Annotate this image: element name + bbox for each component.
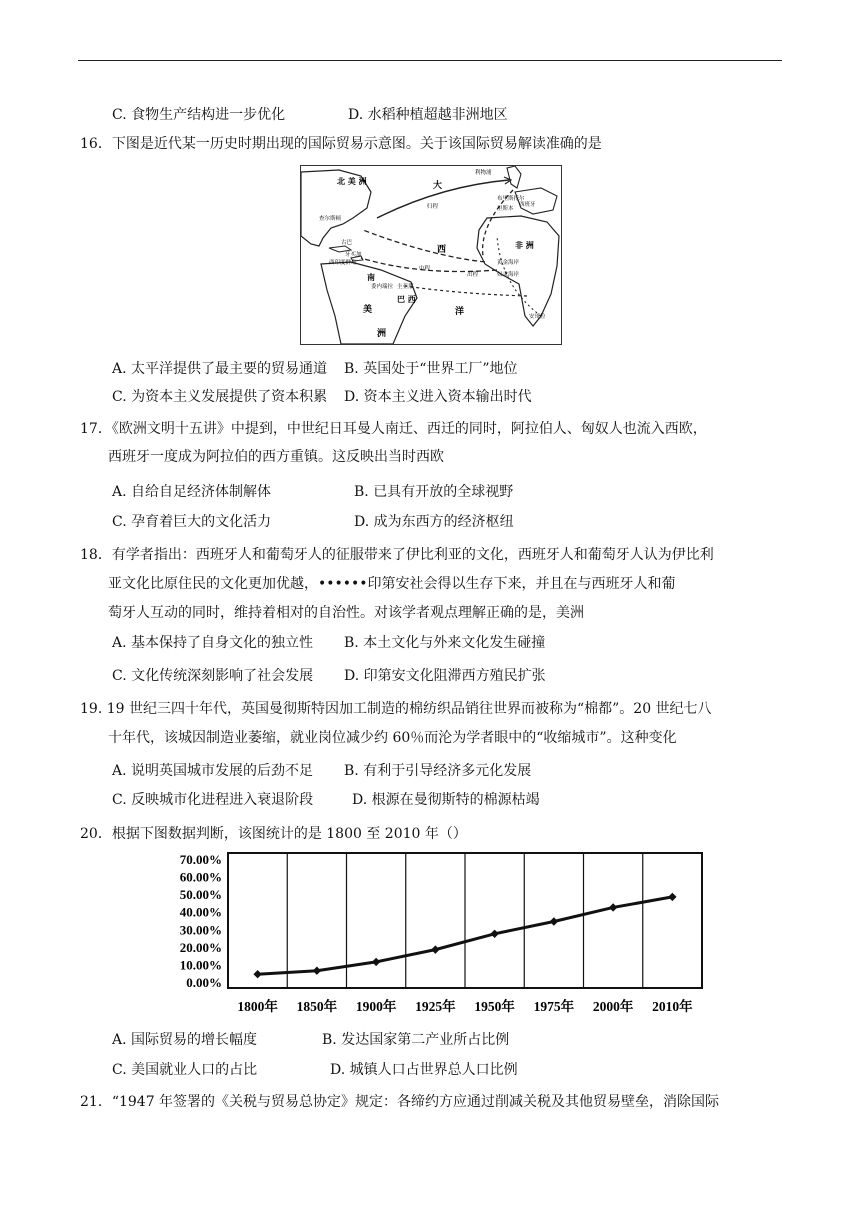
q16-option-b[interactable]: B. 英国处于“世界工厂”地位 [344, 361, 518, 377]
q18-option-c[interactable]: C. 文化传统深刻影响了社会发展 [112, 668, 314, 684]
y-tick-label: 10.00% [179, 957, 222, 973]
header-rule [78, 60, 782, 61]
q20-stem: 20．根据下图数据判断，该图统计的是 1800 至 2010 年（） [80, 826, 467, 842]
map-label-cuba: 古巴 [341, 240, 353, 246]
map-label-lisbon: 里斯本 [497, 206, 514, 212]
q17-option-a[interactable]: A. 自给自足经济体制解体 [112, 484, 272, 500]
q20-option-a[interactable]: A. 国际贸易的增长幅度 [112, 1032, 258, 1048]
map-label-venezuela: 委内瑞拉 [371, 284, 394, 290]
map-label-yang: 洋 [455, 307, 465, 317]
q15-option-d[interactable]: D. 水稻种植超越非洲地区 [348, 107, 508, 123]
map-label-outbound: 出程 [467, 272, 479, 278]
map-label-guyana: 圭亚那 [397, 284, 414, 290]
map-label-slave-coast: 奴隶海岸 [497, 272, 520, 278]
q19-option-c[interactable]: C. 反映城市化进程进入衰退阶段 [112, 792, 314, 808]
q20-option-b[interactable]: B. 发达国家第二产业所占比例 [322, 1032, 510, 1048]
x-tick-label: 1900年 [355, 999, 397, 1014]
map-label-xi: 西 [437, 245, 447, 255]
x-tick-label: 1975年 [533, 999, 575, 1014]
map-label-africa: 非 洲 [515, 240, 534, 250]
line-chart [160, 850, 710, 1018]
q19-stem-line-1: 19. 19 世纪三四十年代，英国曼彻斯特因加工制造的棉纺织品销往世界而被称为“棉都”。20 世纪七八 [80, 701, 712, 717]
q17-stem-line-2: 西班牙一度成为阿拉伯的西方重镇。这反映出当时西欧 [108, 449, 444, 465]
map-label-liverpool: 利物浦 [475, 170, 492, 176]
y-tick-label: 70.00% [179, 852, 222, 867]
map-label-gold-coast: 黄金海岸 [497, 260, 520, 266]
q20-option-c[interactable]: C. 美国就业人口的占比 [112, 1062, 258, 1078]
q19-option-b[interactable]: B. 有利于引导经济多元化发展 [344, 763, 532, 779]
map-label-brazil: 巴 西 [397, 294, 416, 304]
q18-stem-line-3: 萄牙人互动的同时，维持着相对的自治性。对该学者观点理解正确的是，美洲 [108, 605, 584, 621]
q17-stem-line-1: 17．《欧洲文明十五讲》中提到，中世纪日耳曼人南迁、西迁的同时，阿拉伯人、匈奴人也流入西欧， [80, 421, 707, 437]
q19-option-d[interactable]: D. 根源在曼彻斯特的棉源枯竭 [352, 792, 540, 808]
q18-option-a[interactable]: A. 基本保持了自身文化的独立性 [112, 635, 314, 651]
y-tick-label: 50.00% [179, 887, 222, 903]
x-tick-label: 1850年 [296, 999, 338, 1014]
q15-option-c[interactable]: C. 食物生产结构进一步优化 [112, 107, 286, 123]
q17-option-c[interactable]: C. 孕育着巨大的文化活力 [112, 514, 272, 530]
map-label-north-america: 北 美 洲 [337, 176, 367, 186]
map-label-spain: 西班牙 [519, 202, 536, 208]
y-tick-label: 0.00% [186, 975, 222, 990]
map-label-charleston: 查尔斯顿 [319, 216, 342, 222]
x-tick-label: 1950年 [474, 999, 515, 1014]
q16-option-d[interactable]: D. 资本主义进入资本输出时代 [344, 389, 532, 405]
y-tick-label: 40.00% [179, 904, 222, 920]
q18-stem-line-1: 18．有学者指出：西班牙人和葡萄牙人的征服带来了伊比利亚的文化，西班牙人和葡萄牙人认为伊比利 [80, 547, 714, 563]
x-tick-label: 1800年 [237, 999, 278, 1014]
q16-option-a[interactable]: A. 太平洋提供了最主要的贸易通道 [112, 361, 328, 377]
x-tick-label: 2010年 [652, 999, 693, 1014]
map-label-bristol: 布里斯托尔 [497, 196, 525, 202]
map-label-america: 美 [363, 305, 373, 315]
map-label-return: 归程 [427, 204, 439, 210]
q21-stem: 21．“1947 年签署的《关税与贸易总协定》规定：各缔约方应通过削减关税及其他贸易壁垒，消除国际 [80, 1094, 720, 1110]
y-tick-label: 60.00% [179, 869, 222, 885]
map-label-da: 大 [433, 181, 443, 191]
x-tick-label: 2000年 [592, 999, 634, 1014]
map-label-west-indies: 西印度群岛 [329, 260, 357, 266]
map-label-south: 南 [367, 272, 375, 282]
q18-option-b[interactable]: B. 本土文化与外来文化发生碰撞 [344, 635, 546, 651]
q16-option-c[interactable]: C. 为资本主义发展提供了资本积累 [112, 389, 328, 405]
q16-stem: 16．下图是近代某一历史时期出现的国际贸易示意图。关于该国际贸易解读准确的是 [80, 136, 602, 152]
map-label-zhou: 洲 [377, 329, 387, 339]
q17-option-d[interactable]: D. 成为东西方的经济枢纽 [354, 514, 514, 530]
map-label-middle: 中程 [419, 266, 431, 272]
y-tick-label: 30.00% [179, 922, 222, 938]
x-tick-label: 1925年 [415, 999, 456, 1014]
q18-option-d[interactable]: D. 印第安文化阻滞西方殖民扩张 [344, 668, 546, 684]
y-tick-label: 20.00% [179, 939, 222, 955]
q19-stem-line-2: 十年代，该城因制造业萎缩，就业岗位减少约 60％而沦为学者眼中的“收缩城市”。这种变化 [108, 730, 677, 746]
q17-option-b[interactable]: B. 已具有开放的全球视野 [354, 484, 514, 500]
trade-map [300, 165, 562, 345]
q20-option-d[interactable]: D. 城镇人口占世界总人口比例 [330, 1062, 518, 1078]
q18-stem-line-2: 亚文化比原住民的文化更加优越，••••••印第安社会得以生存下来，并且在与西班牙人和葡 [108, 576, 676, 592]
map-label-angola: 安哥拉 [529, 314, 546, 320]
q19-option-a[interactable]: A. 说明英国城市发展的后劲不足 [112, 763, 314, 779]
map-label-jamaica: 牙买加 [345, 252, 362, 258]
